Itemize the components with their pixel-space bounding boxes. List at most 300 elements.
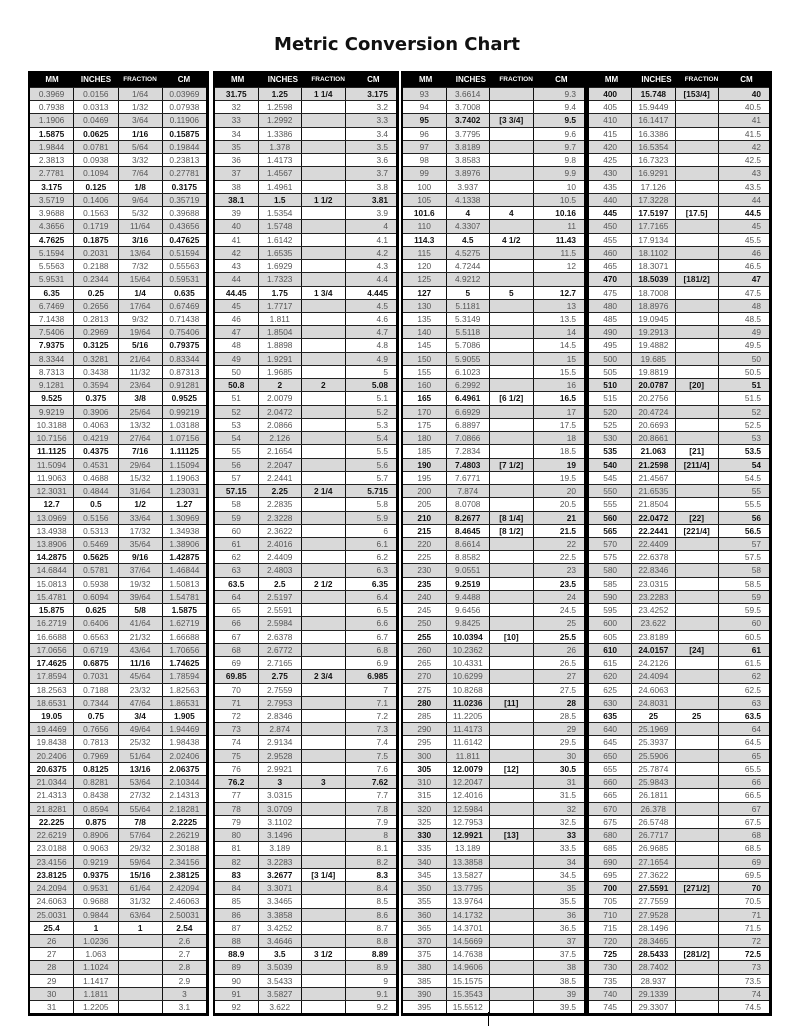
cell-mm: 28 — [47, 962, 57, 973]
cell-mm: 210 — [417, 512, 432, 523]
cell-inches: 1.811 — [258, 313, 302, 325]
cell-fraction: 7/64 — [118, 167, 162, 179]
cell-mm: 88.9 — [228, 949, 245, 960]
cell-inches: 0.6719 — [73, 644, 117, 656]
cell-fraction: [21] — [675, 445, 718, 457]
cell-cm: 9.7 — [533, 141, 585, 153]
cell-cm: 1.66688 — [162, 631, 206, 643]
table-row — [403, 113, 584, 126]
cell-cm: 32.5 — [533, 816, 585, 828]
cell-inches: 0.3125 — [73, 339, 117, 351]
cell-mm: 9.9219 — [38, 406, 65, 417]
cell-cm: 0.23813 — [162, 154, 206, 166]
cell-cm: 0.07938 — [162, 101, 206, 113]
cell-fraction — [675, 895, 718, 907]
cell-cm: 21.5 — [533, 525, 585, 537]
table-row — [215, 749, 396, 762]
cell-mm: 91 — [231, 988, 241, 999]
cell-mm: 35 — [231, 141, 241, 152]
cell-cm: 15.5 — [533, 366, 585, 378]
cell-mm: 79 — [231, 816, 241, 827]
cell-fraction: 2 1/2 — [301, 578, 345, 590]
table-row — [215, 431, 396, 444]
table-row — [30, 405, 206, 418]
cell-inches: 0.8438 — [73, 789, 117, 801]
cell-mm: 6.35 — [43, 287, 60, 298]
cell-cm: 8.8 — [345, 935, 397, 947]
table-row — [403, 338, 584, 351]
cell-cm: 59 — [718, 591, 769, 603]
cell-cm: 72.5 — [718, 948, 769, 960]
cell-mm: 690 — [603, 856, 618, 867]
cell-cm: 57.5 — [718, 551, 769, 563]
cell-inches: 0.7656 — [73, 723, 117, 735]
table-row — [215, 153, 396, 166]
table-row — [215, 246, 396, 259]
table-row — [589, 577, 769, 590]
cell-inches: 7.4803 — [446, 459, 490, 471]
cell-inches: 3.7008 — [446, 101, 490, 113]
cell-inches: 16.1417 — [631, 114, 674, 126]
table-row — [215, 312, 396, 325]
table-row — [30, 987, 206, 1000]
table-row — [30, 524, 206, 537]
cell-cm: 44.5 — [718, 207, 769, 219]
table-row — [403, 511, 584, 524]
cell-mm: 660 — [603, 777, 618, 788]
cell-cm: 27.5 — [533, 684, 585, 696]
table-row — [215, 908, 396, 921]
cell-fraction — [489, 578, 533, 590]
table-row — [215, 193, 396, 206]
cell-cm: 9.4 — [533, 101, 585, 113]
cell-mm: 305 — [417, 763, 432, 774]
cell-fraction — [301, 459, 345, 471]
cell-inches: 20.6693 — [631, 419, 674, 431]
table-row — [589, 749, 769, 762]
cell-inches: 0.2656 — [73, 300, 117, 312]
table-row — [215, 299, 396, 312]
cell-cm: 50.5 — [718, 366, 769, 378]
table-row — [403, 299, 584, 312]
cell-mm: 97 — [419, 141, 429, 152]
cell-mm: 83 — [231, 869, 241, 880]
cell-mm: 360 — [417, 909, 432, 920]
cell-fraction — [489, 723, 533, 735]
cell-fraction — [489, 975, 533, 987]
cell-fraction: [8 1/4] — [489, 512, 533, 524]
cell-inches: 26.378 — [631, 803, 674, 815]
cell-inches: 2.6772 — [258, 644, 302, 656]
cell-fraction — [489, 816, 533, 828]
cell-fraction — [675, 909, 718, 921]
cell-inches: 3.5 — [258, 948, 302, 960]
cell-mm: 250 — [417, 618, 432, 629]
cell-fraction — [675, 419, 718, 431]
cell-fraction: [271/2] — [675, 882, 718, 894]
cell-cm: 1.5875 — [162, 604, 206, 616]
cell-mm: 84 — [231, 883, 241, 894]
cell-cm: 0.11906 — [162, 114, 206, 126]
table-row — [589, 788, 769, 801]
cell-cm: 4.3 — [345, 260, 397, 272]
header-mm: MM — [45, 75, 59, 84]
cell-mm: 38.1 — [228, 194, 245, 205]
cell-cm: 0.15875 — [162, 128, 206, 140]
table-row — [589, 365, 769, 378]
cell-cm: 64.5 — [718, 736, 769, 748]
cell-inches: 5.9055 — [446, 353, 490, 365]
cell-cm: 0.91281 — [162, 379, 206, 391]
cell-inches: 2.0866 — [258, 419, 302, 431]
cell-mm: 295 — [417, 737, 432, 748]
cell-cm: 46 — [718, 247, 769, 259]
cell-fraction: 29/64 — [118, 459, 162, 471]
cell-cm: 2.34156 — [162, 856, 206, 868]
cell-fraction — [675, 842, 718, 854]
cell-cm: 0.9525 — [162, 392, 206, 404]
cell-mm: 425 — [603, 155, 618, 166]
cell-cm: 29.5 — [533, 736, 585, 748]
table-row — [589, 87, 769, 100]
table-row — [215, 524, 396, 537]
table-row — [215, 378, 396, 391]
cell-fraction — [489, 366, 533, 378]
cell-cm: 0.27781 — [162, 167, 206, 179]
cell-cm: 57 — [718, 538, 769, 550]
cell-fraction: 15/32 — [118, 472, 162, 484]
table-row — [215, 603, 396, 616]
cell-mm: 370 — [417, 936, 432, 946]
cell-inches: 2.9134 — [258, 736, 302, 748]
cell-mm: 24.2094 — [36, 883, 67, 894]
cell-inches: 23.8189 — [631, 631, 674, 643]
cell-cm: 35.5 — [533, 895, 585, 907]
cell-mm: 50 — [231, 366, 241, 377]
cell-mm: 265 — [417, 658, 432, 669]
cell-fraction — [301, 445, 345, 457]
cell-fraction — [118, 935, 162, 947]
cell-cm: 66 — [718, 776, 769, 788]
cell-inches: 24.4094 — [631, 670, 674, 682]
cell-inches: 0.7031 — [73, 670, 117, 682]
cell-fraction — [301, 432, 345, 444]
cell-inches: 20.2756 — [631, 392, 674, 404]
cell-cm: 31.5 — [533, 789, 585, 801]
cell-inches: 3.8189 — [446, 141, 490, 153]
table-row — [215, 696, 396, 709]
cell-inches: 2.0079 — [258, 392, 302, 404]
cell-mm: 155 — [417, 366, 432, 377]
cell-cm: 6.2 — [345, 551, 397, 563]
cell-cm: 45.5 — [718, 234, 769, 246]
cell-fraction: [8 1/2] — [489, 525, 533, 537]
cell-fraction: 3/64 — [118, 114, 162, 126]
cell-fraction: 5 — [489, 287, 533, 299]
table-row — [215, 815, 396, 828]
table-row — [215, 180, 396, 193]
cell-inches: 13.9764 — [446, 895, 490, 907]
cell-inches: 15.3543 — [446, 988, 490, 1000]
cell-inches: 8.8582 — [446, 551, 490, 563]
table-row — [30, 497, 206, 510]
cell-mm: 3.5719 — [38, 194, 65, 205]
cell-cm: 65 — [718, 750, 769, 762]
cell-fraction: 3/16 — [118, 234, 162, 246]
table-row — [30, 153, 206, 166]
cell-mm: 72 — [231, 711, 241, 722]
cell-fraction — [489, 220, 533, 232]
conversion-table-3 — [401, 71, 587, 1016]
cell-mm: 85 — [231, 896, 241, 907]
cell-mm: 40 — [231, 221, 241, 232]
table-row — [30, 272, 206, 285]
cell-mm: 21.8281 — [36, 803, 67, 814]
cell-fraction: 15/16 — [118, 869, 162, 881]
cell-inches: 0.4688 — [73, 472, 117, 484]
cell-cm: 54 — [718, 459, 769, 471]
cell-cm: 20.5 — [533, 498, 585, 510]
cell-cm: 0.83344 — [162, 353, 206, 365]
divider-mark — [488, 1012, 489, 1026]
cell-inches: 6.6929 — [446, 406, 490, 418]
table-row — [30, 206, 206, 219]
table-row — [215, 219, 396, 232]
cell-inches: 15.9449 — [631, 101, 674, 113]
cell-cm: 23 — [533, 564, 585, 576]
cell-mm: 650 — [603, 750, 618, 761]
cell-cm: 38.5 — [533, 975, 585, 987]
cell-fraction — [489, 353, 533, 365]
cell-mm: 64 — [231, 591, 241, 602]
cell-cm: 3.8 — [345, 181, 397, 193]
cell-cm: 0.67469 — [162, 300, 206, 312]
cell-cm: 10 — [533, 181, 585, 193]
cell-mm: 10.7156 — [36, 433, 67, 444]
cell-fraction — [301, 657, 345, 669]
cell-fraction — [675, 803, 718, 815]
cell-inches: 1.5748 — [258, 220, 302, 232]
cell-mm: 125 — [417, 274, 432, 285]
cell-cm: 31 — [533, 776, 585, 788]
cell-cm: 9.3 — [533, 88, 585, 100]
cell-mm: 20.2406 — [36, 750, 67, 761]
table-row — [403, 616, 584, 629]
table-row — [30, 365, 206, 378]
cell-cm: 35 — [533, 882, 585, 894]
table-row — [30, 775, 206, 788]
cell-fraction — [675, 247, 718, 259]
table-row — [30, 259, 206, 272]
cell-fraction — [301, 472, 345, 484]
table-row — [215, 735, 396, 748]
cell-mm: 88 — [231, 936, 241, 946]
cell-fraction: 15/64 — [118, 273, 162, 285]
cell-fraction: 23/64 — [118, 379, 162, 391]
cell-fraction — [675, 287, 718, 299]
cell-mm: 525 — [603, 419, 618, 430]
cell-inches: 2.2047 — [258, 459, 302, 471]
cell-mm: 455 — [603, 234, 618, 245]
table-row — [589, 669, 769, 682]
cell-inches: 17.7165 — [631, 220, 674, 232]
cell-mm: 290 — [417, 724, 432, 735]
cell-cm: 12 — [533, 260, 585, 272]
cell-fraction — [489, 128, 533, 140]
table-row — [30, 616, 206, 629]
cell-mm: 415 — [603, 128, 618, 139]
cell-inches: 1.2598 — [258, 101, 302, 113]
cell-cm: 7.2 — [345, 710, 397, 722]
table-row — [215, 802, 396, 815]
cell-mm: 74 — [231, 737, 241, 748]
table-row — [30, 577, 206, 590]
cell-cm: 36.5 — [533, 922, 585, 934]
cell-inches: 11.6142 — [446, 736, 490, 748]
cell-fraction: 3/8 — [118, 392, 162, 404]
cell-inches: 1.063 — [73, 948, 117, 960]
cell-cm: 23.5 — [533, 578, 585, 590]
cell-fraction — [675, 697, 718, 709]
header-cm: CM — [740, 75, 753, 84]
cell-fraction: 19/32 — [118, 578, 162, 590]
table-row — [215, 365, 396, 378]
table-row — [403, 180, 584, 193]
cell-mm: 25.0031 — [36, 909, 67, 920]
cell-mm: 655 — [603, 763, 618, 774]
table-row — [30, 749, 206, 762]
cell-cm: 6.9 — [345, 657, 397, 669]
table-row — [403, 908, 584, 921]
cell-inches: 2.4016 — [258, 538, 302, 550]
cell-fraction — [675, 988, 718, 1000]
cell-mm: 47 — [231, 327, 241, 338]
cell-mm: 21.4313 — [36, 790, 67, 801]
table-row — [30, 960, 206, 973]
cell-cm: 3.9 — [345, 207, 397, 219]
cell-cm: 18.5 — [533, 445, 585, 457]
table-row — [215, 974, 396, 987]
cell-cm: 2.18281 — [162, 803, 206, 815]
cell-mm: 20.6375 — [36, 763, 67, 774]
cell-inches: 1.75 — [258, 287, 302, 299]
cell-inches: 5.3149 — [446, 313, 490, 325]
table-row — [589, 563, 769, 576]
cell-fraction — [489, 247, 533, 259]
cell-mm: 18.6531 — [36, 697, 67, 708]
table-row — [589, 246, 769, 259]
cell-fraction — [301, 604, 345, 616]
cell-inches: 9.6456 — [446, 604, 490, 616]
table-row — [589, 841, 769, 854]
cell-fraction — [301, 128, 345, 140]
cell-fraction — [489, 617, 533, 629]
table-row — [589, 206, 769, 219]
cell-mm: 185 — [417, 446, 432, 457]
table-row — [215, 87, 396, 100]
cell-cm: 51.5 — [718, 392, 769, 404]
cell-cm: 4.2 — [345, 247, 397, 259]
cell-cm: 69.5 — [718, 869, 769, 881]
cell-inches: 0.3906 — [73, 406, 117, 418]
table-row — [30, 974, 206, 987]
cell-fraction — [301, 353, 345, 365]
cell-fraction — [301, 803, 345, 815]
cell-fraction — [301, 961, 345, 973]
table-row — [403, 259, 584, 272]
cell-fraction — [675, 432, 718, 444]
table-row — [30, 100, 206, 113]
cell-cm: 43 — [718, 167, 769, 179]
cell-fraction: 19/64 — [118, 326, 162, 338]
cell-fraction — [675, 234, 718, 246]
table-row — [30, 444, 206, 457]
cell-inches: 2.7559 — [258, 684, 302, 696]
cell-inches: 0.2969 — [73, 326, 117, 338]
cell-cm: 1.98438 — [162, 736, 206, 748]
table-row — [589, 497, 769, 510]
table-row — [215, 206, 396, 219]
cell-mm: 490 — [603, 327, 618, 338]
cell-cm: 1.70656 — [162, 644, 206, 656]
cell-inches: 6.2992 — [446, 379, 490, 391]
cell-mm: 62 — [231, 552, 241, 563]
cell-mm: 11.5094 — [36, 459, 67, 470]
cell-cm: 6.1 — [345, 538, 397, 550]
cell-fraction — [301, 882, 345, 894]
table-row — [589, 643, 769, 656]
cell-inches: 5.1181 — [446, 300, 490, 312]
table-row — [403, 643, 584, 656]
cell-mm: 14.2875 — [36, 552, 67, 563]
cell-cm: 0.19844 — [162, 141, 206, 153]
table-row — [589, 630, 769, 643]
table-row — [589, 511, 769, 524]
cell-cm: 5.715 — [345, 485, 397, 497]
cell-inches: 1.4961 — [258, 181, 302, 193]
cell-fraction — [675, 776, 718, 788]
cell-inches: 1.1417 — [73, 975, 117, 987]
table-row — [403, 391, 584, 404]
table-row — [30, 881, 206, 894]
table-row — [403, 762, 584, 775]
cell-fraction — [675, 736, 718, 748]
cell-cm: 3.5 — [345, 141, 397, 153]
table-row — [589, 550, 769, 563]
conversion-table-2 — [213, 71, 399, 1016]
cell-cm: 0.635 — [162, 287, 206, 299]
cell-inches: 12.0079 — [446, 763, 490, 775]
cell-fraction: 3 — [301, 776, 345, 788]
cell-mm: 73 — [231, 724, 241, 735]
cell-inches: 12.5984 — [446, 803, 490, 815]
cell-inches: 0.4063 — [73, 419, 117, 431]
cell-fraction: [221/4] — [675, 525, 718, 537]
cell-mm: 600 — [603, 618, 618, 629]
cell-inches: 15.5512 — [446, 1001, 490, 1013]
cell-fraction — [301, 829, 345, 841]
cell-cm: 17 — [533, 406, 585, 418]
table-row — [403, 484, 584, 497]
table-row — [403, 563, 584, 576]
cell-inches: 6.8897 — [446, 419, 490, 431]
cell-inches: 23.2283 — [631, 591, 674, 603]
cell-cm: 73.5 — [718, 975, 769, 987]
cell-fraction — [675, 485, 718, 497]
table-row — [215, 683, 396, 696]
cell-fraction — [489, 326, 533, 338]
cell-mm: 375 — [417, 949, 432, 960]
